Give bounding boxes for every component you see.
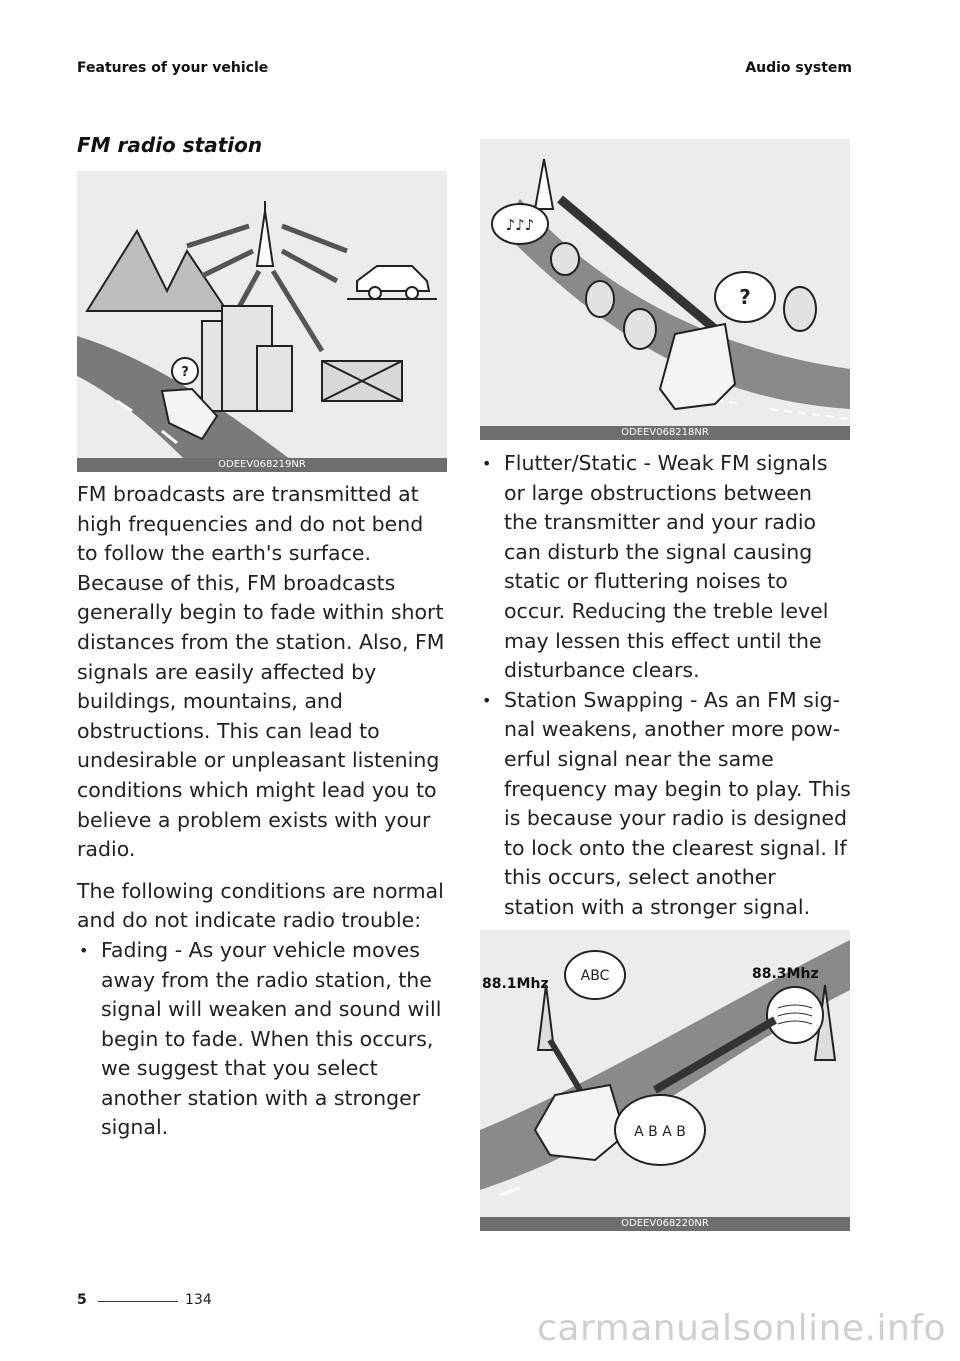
ab-bubble-icon bbox=[615, 1095, 705, 1165]
paragraph-intro: FM broadcasts are transmitted at high frequencies and do not bend to follow the earth's surface. Because of this, FM broadcasts generally begin to fade within short distances from the station. Also, FM signals are easily affected by buildings, mountains, and obstructions. This can lead to undesirable or unpleasant listening conditions which might lead you to believe a problem exists with your radio. bbox=[77, 482, 445, 862]
footer-page-number: 134 bbox=[185, 1292, 212, 1308]
radio-tower-icon bbox=[535, 159, 553, 209]
left-column bbox=[77, 480, 449, 1143]
bridge-icon bbox=[322, 361, 402, 401]
header-chapter: Features of your vehicle bbox=[77, 60, 269, 76]
bullet-station-swapping: • Station Swapping - As an FM signal weakens, another more powerful signal near the same frequency may begin to play. This is because your radio is designed to lock onto the clearest signal. If this occurs, select another station with a stronger signal. bbox=[480, 686, 852, 923]
notes-text: ♪♪♪ bbox=[505, 216, 535, 234]
question-bubble-icon bbox=[715, 272, 775, 322]
right-column bbox=[480, 449, 852, 923]
bullet-list-left bbox=[77, 936, 449, 1143]
footer-divider bbox=[98, 1301, 178, 1302]
radio-tower-icon bbox=[257, 201, 273, 266]
bullet-list-right bbox=[480, 449, 852, 923]
car-icon bbox=[535, 1085, 625, 1160]
watermark: carmanualsonline.info bbox=[537, 1308, 946, 1349]
section-title: FM radio station bbox=[77, 133, 263, 157]
flutter-static-illustration bbox=[480, 139, 850, 440]
bullet-fading: • Fading - As your vehicle moves away from the radio station, the signal will weaken and sound will begin to fade. When this occurs, we suggest that you select another station with a stronger signal. bbox=[77, 936, 449, 1143]
abc-bubble-icon bbox=[565, 951, 625, 999]
figure-caption: ODEEV068220NR bbox=[480, 1217, 850, 1231]
figure-caption: ODEEV068219NR bbox=[77, 458, 447, 472]
figure-caption: ODEEV068218NR bbox=[480, 426, 850, 440]
figure-fm-broadcast bbox=[77, 171, 447, 472]
fm-broadcast-illustration bbox=[77, 171, 447, 472]
callout-text: ? bbox=[181, 365, 189, 380]
bullet-flutter-static: • Flutter/Static - Weak FM signals or large obstructions between the transmitter and your radio can disturb the signal causing static or fluttering noises to occur. Reducing the treble level may lessen this effect until the disturbance clears. bbox=[480, 449, 852, 686]
signal-bubble-icon bbox=[767, 987, 823, 1043]
abc-text: ABC bbox=[580, 968, 610, 984]
paragraph-conditions: The following conditions are normal and do not indicate radio trouble: bbox=[77, 878, 444, 933]
frequency-left: 88.1Mhz bbox=[482, 976, 549, 992]
footer-section-number: 5 bbox=[77, 1292, 87, 1308]
music-notes-bubble-icon bbox=[492, 204, 548, 244]
figure-flutter-static bbox=[480, 139, 850, 440]
header-section: Audio system bbox=[745, 60, 852, 76]
station-swapping-illustration bbox=[480, 930, 850, 1231]
ab-text: A B A B bbox=[634, 1124, 686, 1140]
figure-station-swapping bbox=[480, 930, 850, 1231]
callout-text: ? bbox=[739, 285, 751, 309]
car-icon-right bbox=[347, 266, 437, 299]
question-bubble-icon bbox=[172, 358, 198, 384]
frequency-right: 88.3Mhz bbox=[752, 966, 819, 982]
